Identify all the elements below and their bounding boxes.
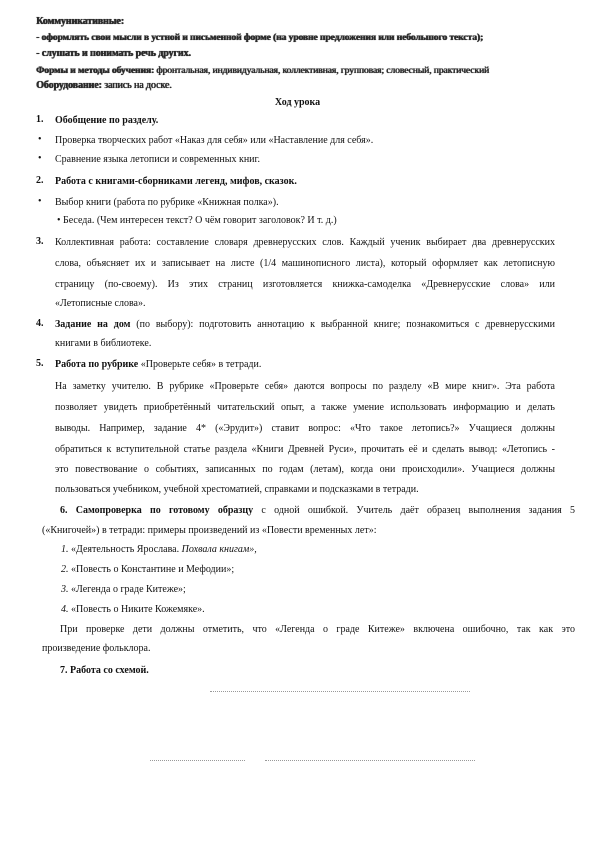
section-3-line-1: Коллективная работа: составление словаря древнерусских слов. Каждый ученик выбирает два древнерусских [55,237,555,248]
section-3-number: 3. [36,236,44,247]
example-1-text: «Деятельность Ярослава. [71,544,182,555]
homework-label: Задание на дом [55,319,131,330]
example-item-4 [61,603,205,616]
example-1-tail: , [254,544,257,555]
section-6-after-1: При проверке дети должны отметить, что «Легенда о граде Китеже» включена ошибочно, так как это [60,624,575,635]
section-3-line-2: слова, объясняет их и записывает на листе (1/4 машинописного листа), который оформляет как летописную [55,258,555,269]
header-line-3: - слушать и понимать речь других. [36,48,191,59]
section-5-rest: «Проверьте себя» в тетради. [138,359,262,370]
example-3-number: 3. [61,584,69,595]
section-2-item-2: • Беседа. (Чем интересен текст? О чём говорит заголовок? И т. д.) [57,215,337,226]
forms-label: Формы и методы обучения: [36,65,154,76]
communicative-label: Коммуникативные: [36,16,124,27]
example-2-text: «Повесть о Константине и Мефодии»; [71,564,235,575]
note-line-6: пользоваться учебником, учебной хрестоматией, справками и подсказками в тетради. [55,484,419,495]
example-1-number: 1. [61,544,69,555]
section-2-number: 2. [36,175,44,186]
section-4-line-1 [55,318,555,331]
note-line-4: обратиться к вступительной статье раздела «Книги Древней Руси», прочитать её и сделать вывод: «Летопись - [55,444,555,455]
bullet-icon: • [38,134,42,145]
header-line-2: - оформлять свои мысли в устной и письменной форме (на уровне предложения или небольшого текста); [36,32,483,43]
equipment-value: запись на доске. [101,80,172,91]
example-4-number: 4. [61,604,69,615]
forms-value: фронтальная, индивидуальная, коллективная, групповая; словесный, практический [153,65,489,76]
section-1-number: 1. [36,114,44,125]
note-line-2: позволяет увидеть приобретённый читательский опыт, а также умение использовать информацию и делать [55,402,555,413]
section-6-bold: 6. Самопроверка по готовому образцу [60,505,254,516]
note-line-1: На заметку учителю. В рубрике «Проверьте себя» даются вопросы по разделу «В мире книг». Эта работа [55,381,555,392]
section-1-item-2: Сравнение языка летописи и современных книг. [55,154,261,165]
homework-text: (по выбору): подготовить аннотацию к выбранной книге; познакомиться с древнерусскими [130,319,555,330]
section-3-line-4: «Летописные слова». [55,298,146,309]
section-1-item-1: Проверка творческих работ «Наказ для себя» или «Наставление для себя». [55,135,374,146]
section-5-heading [55,358,261,371]
section-2-heading: Работа с книгами-сборниками легенд, мифов, сказок. [55,176,297,187]
bullet-icon: • [38,153,42,164]
section-6-text: с одной ошибкой. Учитель даёт образец выполнения задания 5 [253,505,575,516]
section-6-after-2: произведение фольклора. [42,643,151,654]
section-6-line-1 [60,504,575,517]
section-3-line-3: страницу (по-своему). Из этих страниц изготовляется книжка-самоделка «Древнерусские слова» или [55,279,555,290]
example-item-1 [61,543,257,556]
example-2-number: 2. [61,564,69,575]
forms-line [36,64,489,77]
example-3-text: «Легенда о граде Китеже»; [71,584,186,595]
bullet-icon: • [38,196,42,207]
equipment-label: Оборудование: [36,80,102,91]
example-1-italic: Похвала книгам» [181,544,255,555]
example-4-text: «Повесть о Никите Кожемяке». [71,604,205,615]
section-6-line-2: («Книгочей») в тетради: примеры произведений из «Повести временных лет»: [42,525,377,536]
note-line-5: это повествование о событиях, записанных по годам (летам), когда они происходили». Учащиеся должны [55,464,555,475]
section-4-line-2: книгами в библиотеке. [55,338,152,349]
section-7-heading: 7. Работа со схемой. [60,665,149,676]
section-5-number: 5. [36,358,44,369]
scheme-top-line [210,691,470,692]
section-2-item-1: Выбор книги (работа по рубрике «Книжная полка»). [55,197,279,208]
equipment-line [36,79,172,92]
scheme-bottom-line-left [150,760,245,761]
section-5-bold: Работа по рубрике [55,359,139,370]
lesson-title: Ход урока [274,97,321,108]
example-item-2 [61,563,234,576]
note-line-3: выводы. Например, задание 4* («Эрудит») ставит вопрос: «Что такое летопись?» Учащиеся должны [55,423,555,434]
scheme-bottom-line-right [265,760,475,761]
example-item-3 [61,583,186,596]
section-1-heading: Обобщение по разделу. [55,115,159,126]
section-4-number: 4. [36,318,44,329]
